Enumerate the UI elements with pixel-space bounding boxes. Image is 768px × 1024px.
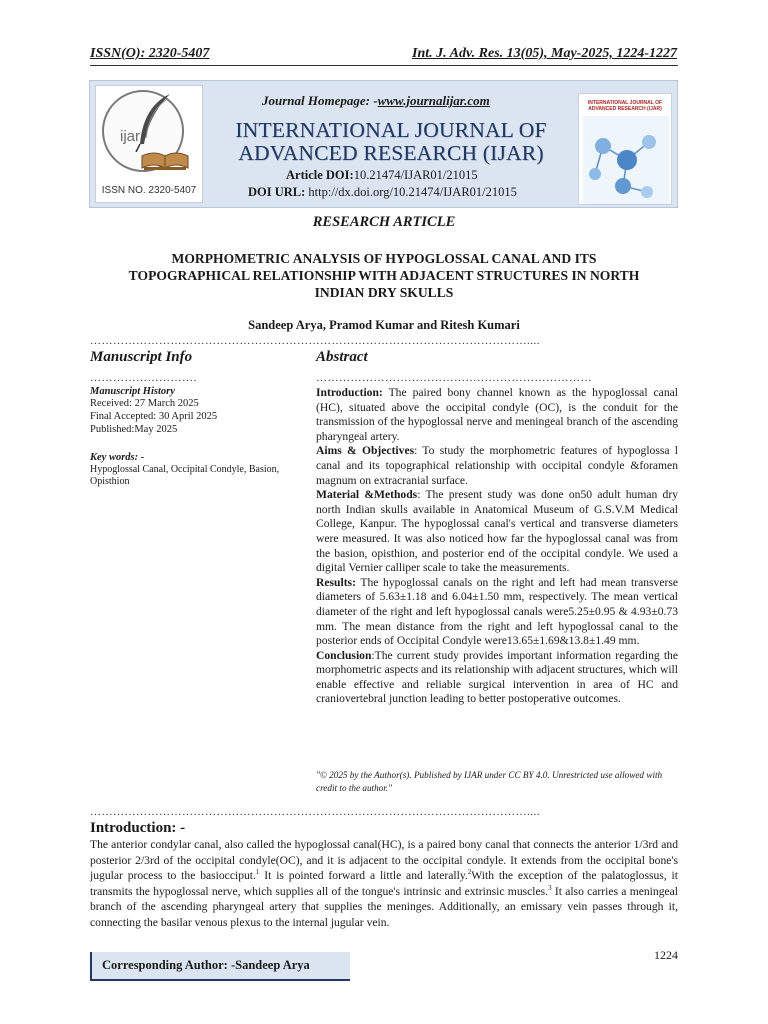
abstract-conclusion-label: Conclusion: [316, 648, 372, 662]
homepage-link[interactable]: www.journalijar.com: [377, 93, 490, 108]
keywords-label: Key words: -: [90, 452, 145, 463]
molecule-cover-icon: [583, 116, 669, 204]
abstract-methods-label: Material &Methods: [316, 488, 418, 502]
abstract-methods-text: : The present study was done on50 adult human dry north Indian skulls available in Anatomical Museum of G.S.V.M Medical College, Kanpur. The hypoglossal canal's vertical and transverse diameters were measured. It was also noticed how far the hypoglossal canal was from the basion, opisthion, and posterior end of the occipital condyle. We used a digital Vernier calliper scale to take the measurements.: [316, 488, 679, 575]
logo-text: ijar: [120, 128, 141, 145]
ref-1: 1: [255, 868, 260, 877]
separator-top: ……………………………………………………………………………………………………....: [90, 336, 540, 346]
article-title-line3: INDIAN DRY SKULLS: [314, 285, 454, 300]
doi-label: Article DOI:: [286, 168, 354, 182]
manuscript-info-heading: Manuscript Info: [90, 349, 193, 365]
journal-title-line2: ADVANCED RESEARCH (IJAR): [238, 141, 544, 165]
article-title: [90, 250, 678, 301]
abstract-body: [316, 386, 678, 707]
cover-title: INTERNATIONAL JOURNAL OF ADVANCED RESEARCH (IJAR): [587, 100, 663, 112]
doi-url-label: DOI URL:: [248, 185, 309, 199]
manuscript-history-label: Manuscript History: [90, 386, 175, 397]
intro-text-1: The anterior condylar canal, also called the hypoglossal canal(HC), is a paired bony canal that connects the anterior 1/3rd and posterior 2/3rd of the occipital condyle(OC), and it is adjacent to the occipital condyle. It extends from the occipital bone's jugular process to the basiocciput.: [90, 838, 678, 883]
abstract-results-text: The hypoglossal canals on the right and left had mean transverse diameters of 5.63±1.18 and 6.04±1.50 mm, respectively. The mean vertical diameter of the right and left hypoglossal canals were5.25±0.95 & 4.93±0.73 mm. The mean distance from the right and left hypoglossal canal to the posterior ends of Occipital Condyle were13.65±1.69&13.8±1.49 mm.: [316, 575, 678, 648]
accepted-date: Final Accepted: 30 April 2025: [90, 411, 218, 422]
abstract-aims: [316, 444, 678, 488]
abstract-conclusion-text: :The current study provides important information regarding the morphometric aspects and its relationship with adjacent structures, which will enable effective and reliable surgical intervention in area of HC and craniovertebral junction leading to better postoperative outcomes.: [316, 648, 678, 706]
abstract-results: [316, 576, 678, 649]
ref-3: 3: [548, 883, 552, 892]
keywords: Hypoglossal Canal, Occipital Condyle, Basion, Opisthion: [90, 464, 280, 487]
abstract-aims-label: Aims & Objectives: [316, 444, 415, 458]
journal-cover-image: [578, 93, 672, 205]
corresponding-author-box: [90, 952, 350, 981]
doi-url: [248, 185, 517, 200]
separator-bottom: ……………………………………………………………………………………………………....: [90, 807, 540, 817]
intro-text-2: It is pointed forward a little and laterally.: [259, 869, 468, 883]
copyright-notice: "© 2025 by the Author(s). Published by IJAR under CC BY 4.0. Unrestricted use allowed with credit to the author.": [316, 770, 663, 793]
intro-text-4: It also carries a meningeal branch of the ascending pharyngeal artery that supplies the meninges. Additionally, an emissary vein passes through it, connecting the basilar venous plexus to the internal jugular vein.: [90, 884, 679, 929]
corresponding-author: Corresponding Author: -Sandeep Arya: [102, 958, 310, 972]
authors: Sandeep Arya, Pramod Kumar and Ritesh Kumari: [248, 318, 520, 332]
abstract-intro-label: Introduction:: [316, 386, 383, 399]
abstract-intro-text: The paired bony channel known as the hypoglossal canal (HC), situated above the occipital condyle (OC), is the conduit for the transmission of the hypoglossal nerve and meningeal branch of the ascending pharyngeal artery.: [316, 386, 678, 443]
page-number: 1224: [654, 948, 678, 962]
article-doi: [286, 168, 478, 183]
abstract-aims-text: : To study the morphometric features of hypoglossa l canal and its topographical relationship with occipital condyle &foramen magnum on extracranial surface.: [316, 444, 678, 487]
logo-issn: ISSN NO. 2320-5407: [101, 185, 197, 196]
doi-value: 10.21474/IJAR01/21015: [353, 168, 478, 182]
journal-title: [216, 119, 566, 165]
journal-title-line1: INTERNATIONAL JOURNAL OF: [235, 118, 547, 142]
abstract-separator: ………………………………………………………………: [316, 373, 592, 383]
doi-url-link[interactable]: http://dx.doi.org/10.21474/IJAR01/21015: [308, 185, 517, 199]
open-book-icon: [140, 146, 190, 172]
received-date: Received: 27 March 2025: [90, 398, 199, 409]
manuscript-info-separator: ……………………….: [90, 373, 197, 383]
abstract-conclusion: [316, 649, 678, 707]
abstract-methods: [316, 488, 678, 576]
article-title-line2: TOPOGRAPHICAL RELATIONSHIP WITH ADJACENT STRUCTURES IN NORTH: [128, 268, 640, 283]
journal-banner: [89, 80, 678, 208]
journal-homepage: [262, 93, 490, 109]
header-rule: [90, 65, 678, 66]
issn-header: ISSN(O): 2320-5407: [90, 46, 210, 61]
published-date: Published:May 2025: [90, 424, 178, 435]
abstract-introduction: [316, 386, 678, 444]
abstract-heading: Abstract: [316, 349, 368, 365]
journal-logo: [95, 85, 203, 203]
abstract-results-label: Results:: [316, 575, 356, 589]
homepage-label: Journal Homepage: -: [262, 93, 378, 108]
intro-text-3: With the exception of the palatoglossus, it transmits the hypoglossal nerve, which supplies all of the tongue's intrinsic and extrinsic muscles.: [90, 869, 678, 898]
introduction-body: [90, 837, 678, 931]
introduction-heading: Introduction: -: [90, 820, 186, 836]
article-title-line1: MORPHOMETRIC ANALYSIS OF HYPOGLOSSAL CANAL AND ITS: [171, 251, 597, 266]
citation-header: Int. J. Adv. Res. 13(05), May-2025, 1224-1227: [412, 46, 677, 61]
ref-2: 2: [467, 868, 472, 877]
article-type: RESEARCH ARTICLE: [312, 214, 456, 230]
